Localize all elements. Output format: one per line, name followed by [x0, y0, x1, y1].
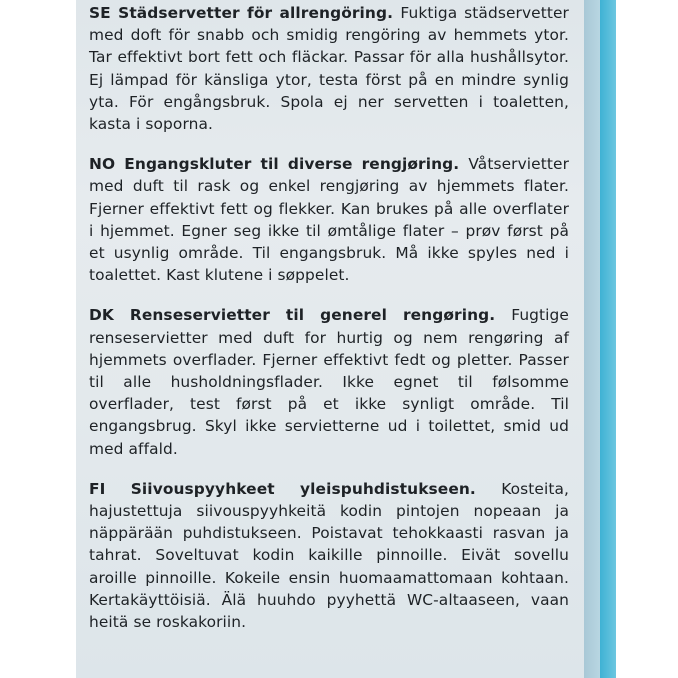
section-se-heading: SE Städservetter för allrengöring. — [89, 4, 401, 22]
section-no-body: Våtservietter med duft til rask og enkel rengjøring av hjemmets flater. Fjerner effektivt fett og flekker. Kan brukes på alle overflater i hjemmet. Egner seg ikke til ømtålige flater – prøv først på et usynlig område. Til engangsbruk. Må ikke spyles ned i toalettet. Kast klutene i søppelet. — [89, 155, 569, 285]
section-se-body: Fuktiga städservetter med doft för snabb och smidig rengöring av hemmets ytor. Tar effektivt bort fett och fläckar. Passar för alla hushållsytor. Ej lämpad för känsliga ytor, testa först på en mindre synlig yta. För engångsbruk. Spola ej ner servetten i toaletten, kasta i soporna. — [89, 4, 569, 134]
label-text-column — [89, 2, 569, 651]
package-edge-blue — [600, 0, 616, 678]
section-fi-body: Kosteita, hajustettuja siivouspyyhkeitä kodin pintojen nopeaan ja näppärään puhdistukseen. Poistavat tehokkaasti rasvan ja tahrat. Soveltuvat kodin kaikille pinnoille. Eivät sovellu aroille pinnoille. Kokeile ensin huomaamattomaan kohtaan. Kertakäyttöisiä. Älä huuhdo pyyhettä WC-altaaseen, vaan heitä se roskakoriin. — [89, 479, 569, 632]
package-edge-light — [584, 0, 600, 678]
section-no — [89, 153, 569, 286]
section-fi-heading: FI Siivouspyyhkeet yleispuhdistukseen. — [89, 479, 502, 498]
section-fi — [89, 478, 569, 633]
section-dk-heading: DK Renseservietter til generel rengøring. — [89, 306, 512, 325]
section-no-heading: NO Engangskluter til diverse rengjøring. — [89, 155, 469, 174]
section-se — [89, 2, 569, 135]
section-dk-body: Fugtige renseservietter med duft for hurtig og nem rengøring af hjemmets overflader. Fjerner effektivt fedt og pletter. Passer til alle husholdningsflader. Ikke egnet til følsomme overflader, test først på et ikke synligt område. Til engangsbrug. Skyl ikke servietterne ud i toilettet, smid ud med affald. — [89, 306, 569, 458]
section-dk — [89, 304, 569, 459]
